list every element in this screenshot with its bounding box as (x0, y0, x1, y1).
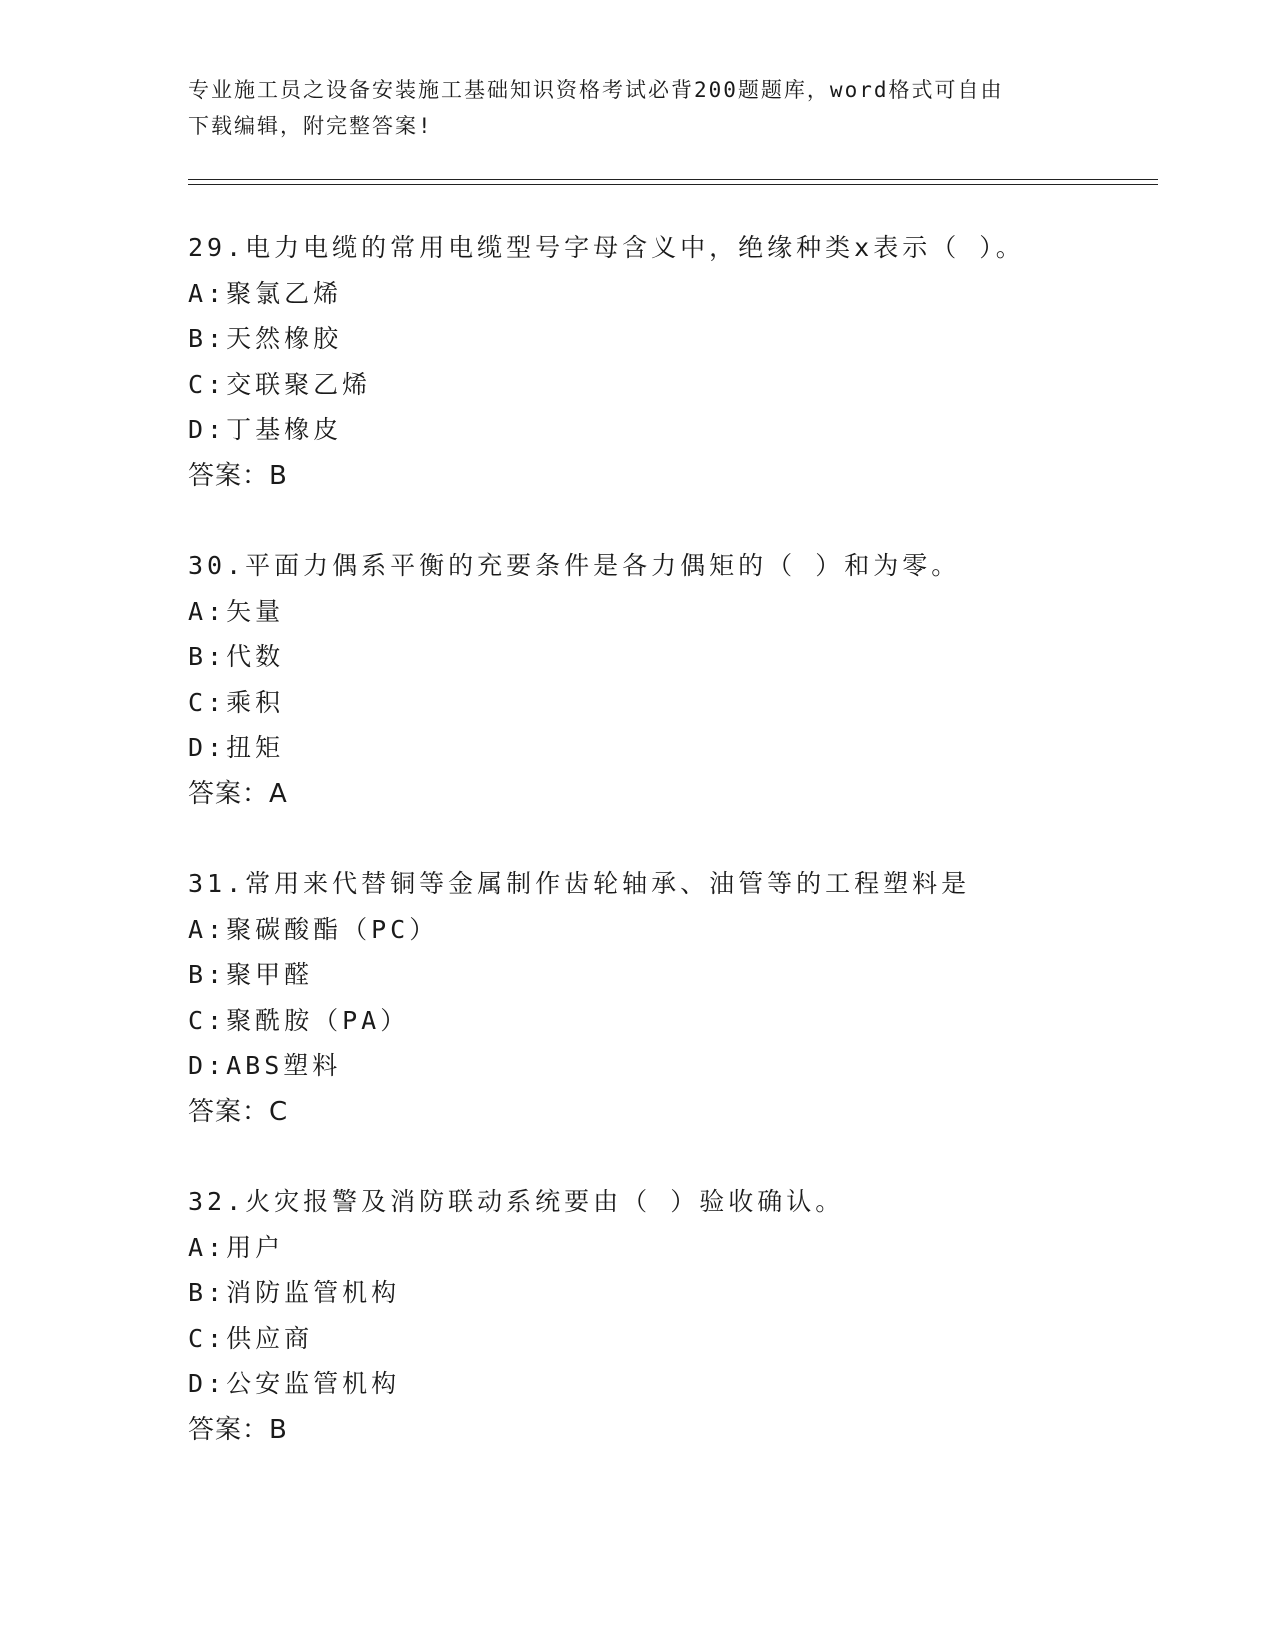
option-a: A:聚碳酸酯（PC） (188, 914, 439, 944)
option-c: C:聚酰胺（PA） (188, 1005, 410, 1035)
option-b: B:代数 (188, 642, 285, 671)
option-b: B:消防监管机构 (188, 1278, 401, 1307)
answer: 答案：B (188, 1414, 288, 1445)
answer: 答案：C (188, 1096, 289, 1127)
answer: 答案：A (188, 778, 288, 809)
option-a: A:矢量 (188, 596, 285, 626)
header-line-1: 专业施工员之设备安装施工基础知识资格考试必背200题题库，word格式可自由 (188, 78, 1004, 102)
question-title: 30.平面力偶系平衡的充要条件是各力偶矩的（ ）和为零。 (188, 551, 961, 580)
option-c: C:乘积 (188, 687, 285, 717)
header-line-2: 下载编辑，附完整答案! (188, 114, 433, 138)
option-d: D:公安监管机构 (188, 1369, 401, 1398)
question-title: 29.电力电缆的常用电缆型号字母含义中，绝缘种类x表示（ ）。 (188, 233, 1025, 262)
question-title: 31.常用来代替铜等金属制作齿轮轴承、油管等的工程塑料是 (188, 869, 971, 898)
option-d: D:ABS塑料 (188, 1051, 342, 1080)
option-d: D:扭矩 (188, 733, 285, 762)
question-31 (188, 861, 1168, 1135)
option-c: C:交联聚乙烯 (188, 369, 372, 399)
answer: 答案：B (188, 460, 288, 491)
option-c: C:供应商 (188, 1323, 314, 1353)
option-b: B:聚甲醛 (188, 960, 314, 989)
document-header (188, 72, 1088, 144)
option-d: D:丁基橡皮 (188, 415, 343, 444)
option-a: A:聚氯乙烯 (188, 278, 343, 308)
question-title: 32.火灾报警及消防联动系统要由（ ）验收确认。 (188, 1187, 845, 1216)
question-29 (188, 225, 1168, 499)
question-30 (188, 543, 1168, 817)
question-32 (188, 1179, 1168, 1453)
header-divider-bottom (188, 184, 1158, 185)
option-b: B:天然橡胶 (188, 324, 343, 353)
header-divider-top (188, 179, 1158, 180)
option-a: A:用户 (188, 1232, 285, 1262)
